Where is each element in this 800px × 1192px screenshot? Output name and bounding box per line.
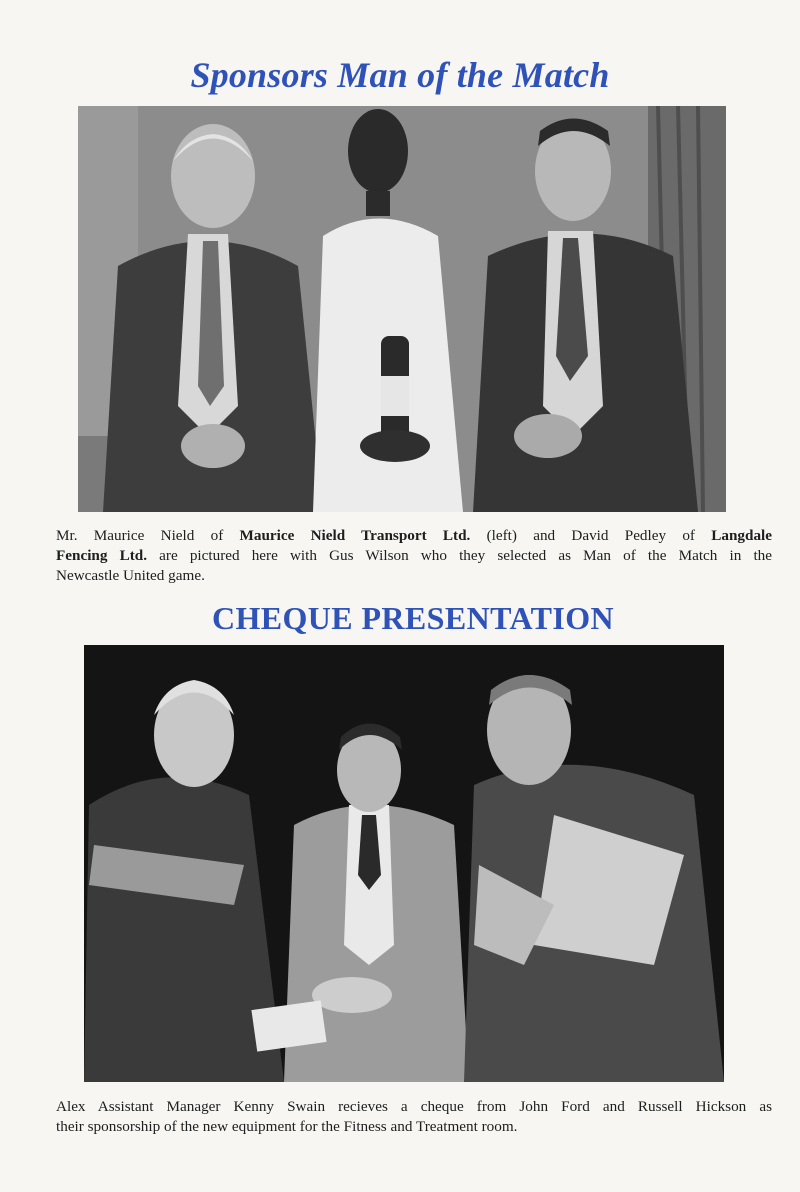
caption-text: Mr. Maurice Nield of — [56, 527, 240, 544]
sponsors-caption — [56, 526, 772, 586]
sponsors-caption-line-3: Newcastle United game. — [56, 567, 205, 584]
sponsors-caption-line-2 — [56, 546, 772, 566]
sponsors-caption-line-1 — [56, 526, 772, 546]
cheque-heading: CHEQUE PRESENTATION — [211, 600, 615, 636]
cheque-caption-line-1: Alex Assistant Manager Kenny Swain recieves a cheque from John Ford and Russell Hickson as — [56, 1098, 772, 1115]
caption-text: are pictured here with Gus Wilson who they selected as Man of the Match in the — [147, 547, 772, 564]
caption-text: (left) and David Pedley of — [470, 527, 712, 544]
cheque-photo — [84, 645, 724, 1082]
cheque-caption-line-2: their sponsorship of the new equipment for the Fitness and Treatment room. — [56, 1118, 518, 1135]
sponsor-name-2-part-1: Langdale — [711, 527, 772, 544]
sponsor-name-1: Maurice Nield Transport Ltd. — [239, 527, 471, 544]
sponsors-photo — [78, 106, 726, 512]
sponsors-heading: Sponsors Man of the Match — [190, 55, 610, 95]
cheque-photo-illustration — [84, 645, 724, 1082]
sponsors-photo-illustration — [78, 106, 726, 512]
sponsor-name-2-part-2: Fencing Ltd. — [56, 547, 148, 564]
cheque-caption — [56, 1097, 772, 1137]
